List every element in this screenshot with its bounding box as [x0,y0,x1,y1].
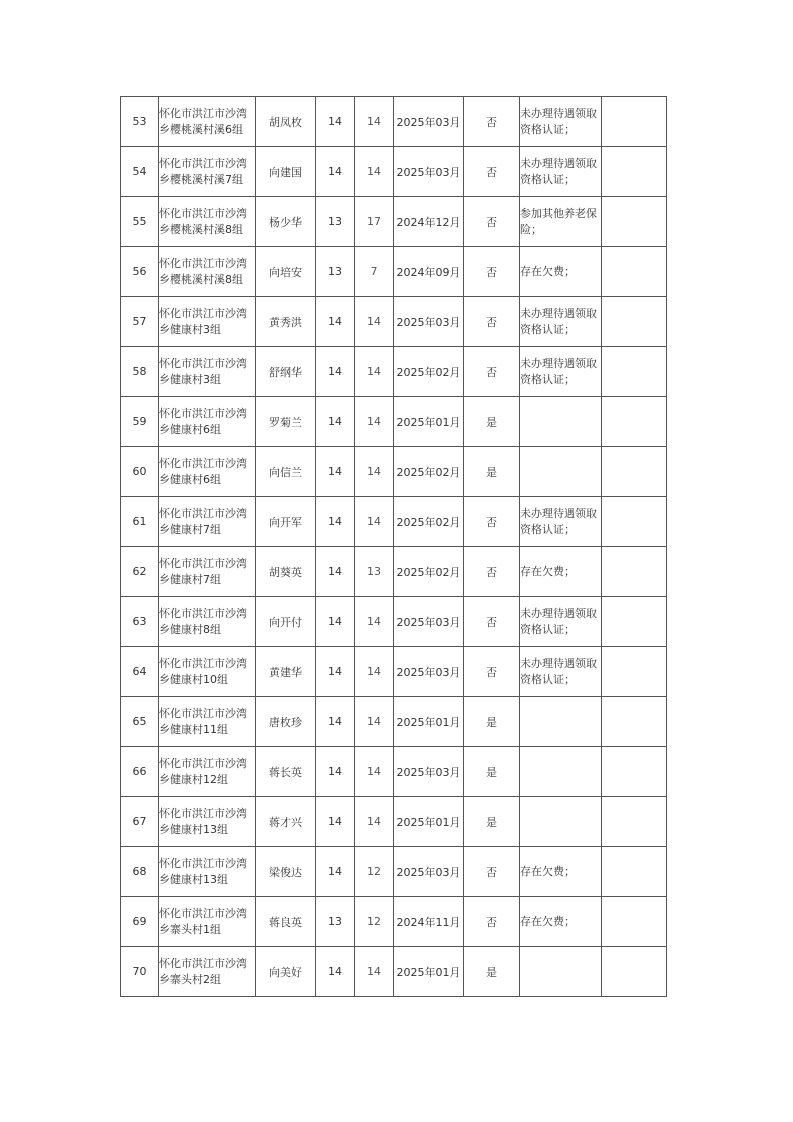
table-row [121,147,667,197]
flag-cell: 否 [464,197,520,247]
table-row [121,747,667,797]
note-cell: 未办理待遇领取资格认证； [520,647,602,697]
count-a-cell: 14 [316,347,355,397]
date-cell: 2025年02月 [394,497,464,547]
flag-cell: 否 [464,347,520,397]
date-cell: 2025年01月 [394,797,464,847]
address-cell: 怀化市洪江市沙湾乡健康村11组 [159,697,256,747]
address-cell: 怀化市洪江市沙湾乡健康村10组 [159,647,256,697]
count-b-cell: 14 [355,697,394,747]
empty-cell [602,247,667,297]
flag-cell: 是 [464,447,520,497]
note-cell: 存在欠费； [520,847,602,897]
count-b-cell: 7 [355,247,394,297]
row-number-cell: 56 [121,247,159,297]
count-b-cell: 14 [355,797,394,847]
count-b-cell: 14 [355,147,394,197]
count-b-cell: 14 [355,747,394,797]
note-cell: 未办理待遇领取资格认证； [520,347,602,397]
empty-cell [602,97,667,147]
flag-cell: 否 [464,97,520,147]
address-cell: 怀化市洪江市沙湾乡健康村3组 [159,297,256,347]
table-row [121,947,667,997]
note-cell [520,947,602,997]
row-number-cell: 64 [121,647,159,697]
table-row [121,797,667,847]
empty-cell [602,947,667,997]
note-cell: 存在欠费； [520,547,602,597]
count-a-cell: 14 [316,797,355,847]
date-cell: 2025年03月 [394,847,464,897]
row-number-cell: 70 [121,947,159,997]
flag-cell: 否 [464,497,520,547]
flag-cell: 是 [464,397,520,447]
count-b-cell: 17 [355,197,394,247]
table-row [121,897,667,947]
note-cell: 存在欠费； [520,247,602,297]
flag-cell: 否 [464,897,520,947]
count-a-cell: 14 [316,497,355,547]
name-cell: 杨少华 [256,197,316,247]
name-cell: 黄建华 [256,647,316,697]
count-a-cell: 14 [316,947,355,997]
row-number-cell: 59 [121,397,159,447]
name-cell: 蒋才兴 [256,797,316,847]
row-number-cell: 57 [121,297,159,347]
row-number-cell: 58 [121,347,159,397]
table-row [121,847,667,897]
empty-cell [602,347,667,397]
row-number-cell: 69 [121,897,159,947]
note-cell: 未办理待遇领取资格认证； [520,297,602,347]
empty-cell [602,147,667,197]
address-cell: 怀化市洪江市沙湾乡健康村13组 [159,847,256,897]
flag-cell: 是 [464,947,520,997]
count-a-cell: 13 [316,247,355,297]
row-number-cell: 53 [121,97,159,147]
address-cell: 怀化市洪江市沙湾乡樱桃溪村溪7组 [159,147,256,197]
flag-cell: 否 [464,147,520,197]
note-cell: 未办理待遇领取资格认证； [520,497,602,547]
date-cell: 2025年01月 [394,397,464,447]
count-a-cell: 14 [316,397,355,447]
note-cell: 存在欠费； [520,897,602,947]
date-cell: 2025年03月 [394,647,464,697]
count-b-cell: 14 [355,297,394,347]
table-row [121,497,667,547]
address-cell: 怀化市洪江市沙湾乡寨头村2组 [159,947,256,997]
roster-table [120,96,667,997]
name-cell: 向美好 [256,947,316,997]
count-a-cell: 14 [316,847,355,897]
name-cell: 梁俊达 [256,847,316,897]
name-cell: 向建国 [256,147,316,197]
name-cell: 胡葵英 [256,547,316,597]
count-a-cell: 13 [316,197,355,247]
address-cell: 怀化市洪江市沙湾乡健康村13组 [159,797,256,847]
row-number-cell: 67 [121,797,159,847]
count-b-cell: 14 [355,347,394,397]
count-a-cell: 13 [316,897,355,947]
count-b-cell: 14 [355,947,394,997]
name-cell: 向开付 [256,597,316,647]
name-cell: 唐枚珍 [256,697,316,747]
address-cell: 怀化市洪江市沙湾乡健康村7组 [159,547,256,597]
date-cell: 2025年03月 [394,147,464,197]
date-cell: 2024年12月 [394,197,464,247]
count-a-cell: 14 [316,297,355,347]
empty-cell [602,897,667,947]
table-row [121,397,667,447]
date-cell: 2025年03月 [394,747,464,797]
note-cell: 未办理待遇领取资格认证； [520,597,602,647]
row-number-cell: 68 [121,847,159,897]
note-cell [520,697,602,747]
name-cell: 蒋良英 [256,897,316,947]
row-number-cell: 66 [121,747,159,797]
flag-cell: 否 [464,647,520,697]
table-row [121,197,667,247]
flag-cell: 是 [464,747,520,797]
row-number-cell: 54 [121,147,159,197]
count-b-cell: 14 [355,397,394,447]
note-cell [520,747,602,797]
note-cell: 未办理待遇领取资格认证； [520,97,602,147]
table-row [121,247,667,297]
name-cell: 向开军 [256,497,316,547]
note-cell: 参加其他养老保险； [520,197,602,247]
table-row [121,647,667,697]
address-cell: 怀化市洪江市沙湾乡樱桃溪村溪8组 [159,247,256,297]
note-cell [520,447,602,497]
table-row [121,547,667,597]
count-b-cell: 12 [355,897,394,947]
row-number-cell: 60 [121,447,159,497]
empty-cell [602,597,667,647]
empty-cell [602,397,667,447]
table-row [121,697,667,747]
count-a-cell: 14 [316,597,355,647]
name-cell: 向培安 [256,247,316,297]
date-cell: 2025年03月 [394,97,464,147]
address-cell: 怀化市洪江市沙湾乡樱桃溪村溪8组 [159,197,256,247]
count-b-cell: 14 [355,597,394,647]
address-cell: 怀化市洪江市沙湾乡健康村6组 [159,447,256,497]
table-body [121,97,667,997]
address-cell: 怀化市洪江市沙湾乡健康村6组 [159,397,256,447]
date-cell: 2025年03月 [394,297,464,347]
note-cell [520,797,602,847]
date-cell: 2025年02月 [394,547,464,597]
empty-cell [602,197,667,247]
empty-cell [602,447,667,497]
date-cell: 2025年01月 [394,947,464,997]
table-row [121,97,667,147]
empty-cell [602,547,667,597]
empty-cell [602,797,667,847]
table-row [121,597,667,647]
count-a-cell: 14 [316,147,355,197]
empty-cell [602,297,667,347]
address-cell: 怀化市洪江市沙湾乡寨头村1组 [159,897,256,947]
empty-cell [602,697,667,747]
flag-cell: 是 [464,797,520,847]
address-cell: 怀化市洪江市沙湾乡健康村8组 [159,597,256,647]
flag-cell: 否 [464,547,520,597]
empty-cell [602,647,667,697]
empty-cell [602,847,667,897]
row-number-cell: 55 [121,197,159,247]
count-a-cell: 14 [316,547,355,597]
address-cell: 怀化市洪江市沙湾乡健康村7组 [159,497,256,547]
address-cell: 怀化市洪江市沙湾乡樱桃溪村溪6组 [159,97,256,147]
table-row [121,297,667,347]
table-row [121,447,667,497]
date-cell: 2024年09月 [394,247,464,297]
address-cell: 怀化市洪江市沙湾乡健康村12组 [159,747,256,797]
address-cell: 怀化市洪江市沙湾乡健康村3组 [159,347,256,397]
date-cell: 2025年02月 [394,447,464,497]
count-a-cell: 14 [316,97,355,147]
count-a-cell: 14 [316,647,355,697]
empty-cell [602,747,667,797]
empty-cell [602,497,667,547]
count-a-cell: 14 [316,447,355,497]
flag-cell: 是 [464,697,520,747]
count-b-cell: 14 [355,497,394,547]
count-b-cell: 12 [355,847,394,897]
table-row [121,347,667,397]
row-number-cell: 65 [121,697,159,747]
note-cell: 未办理待遇领取资格认证； [520,147,602,197]
count-a-cell: 14 [316,747,355,797]
count-b-cell: 14 [355,647,394,697]
note-cell [520,397,602,447]
row-number-cell: 62 [121,547,159,597]
date-cell: 2025年03月 [394,597,464,647]
count-a-cell: 14 [316,697,355,747]
name-cell: 黄秀洪 [256,297,316,347]
name-cell: 蒋长英 [256,747,316,797]
count-b-cell: 14 [355,97,394,147]
name-cell: 胡凤枚 [256,97,316,147]
flag-cell: 否 [464,597,520,647]
name-cell: 罗菊兰 [256,397,316,447]
row-number-cell: 63 [121,597,159,647]
date-cell: 2025年01月 [394,697,464,747]
flag-cell: 否 [464,297,520,347]
count-b-cell: 13 [355,547,394,597]
row-number-cell: 61 [121,497,159,547]
date-cell: 2024年11月 [394,897,464,947]
count-b-cell: 14 [355,447,394,497]
flag-cell: 否 [464,847,520,897]
name-cell: 向信兰 [256,447,316,497]
flag-cell: 否 [464,247,520,297]
name-cell: 舒纲华 [256,347,316,397]
date-cell: 2025年02月 [394,347,464,397]
